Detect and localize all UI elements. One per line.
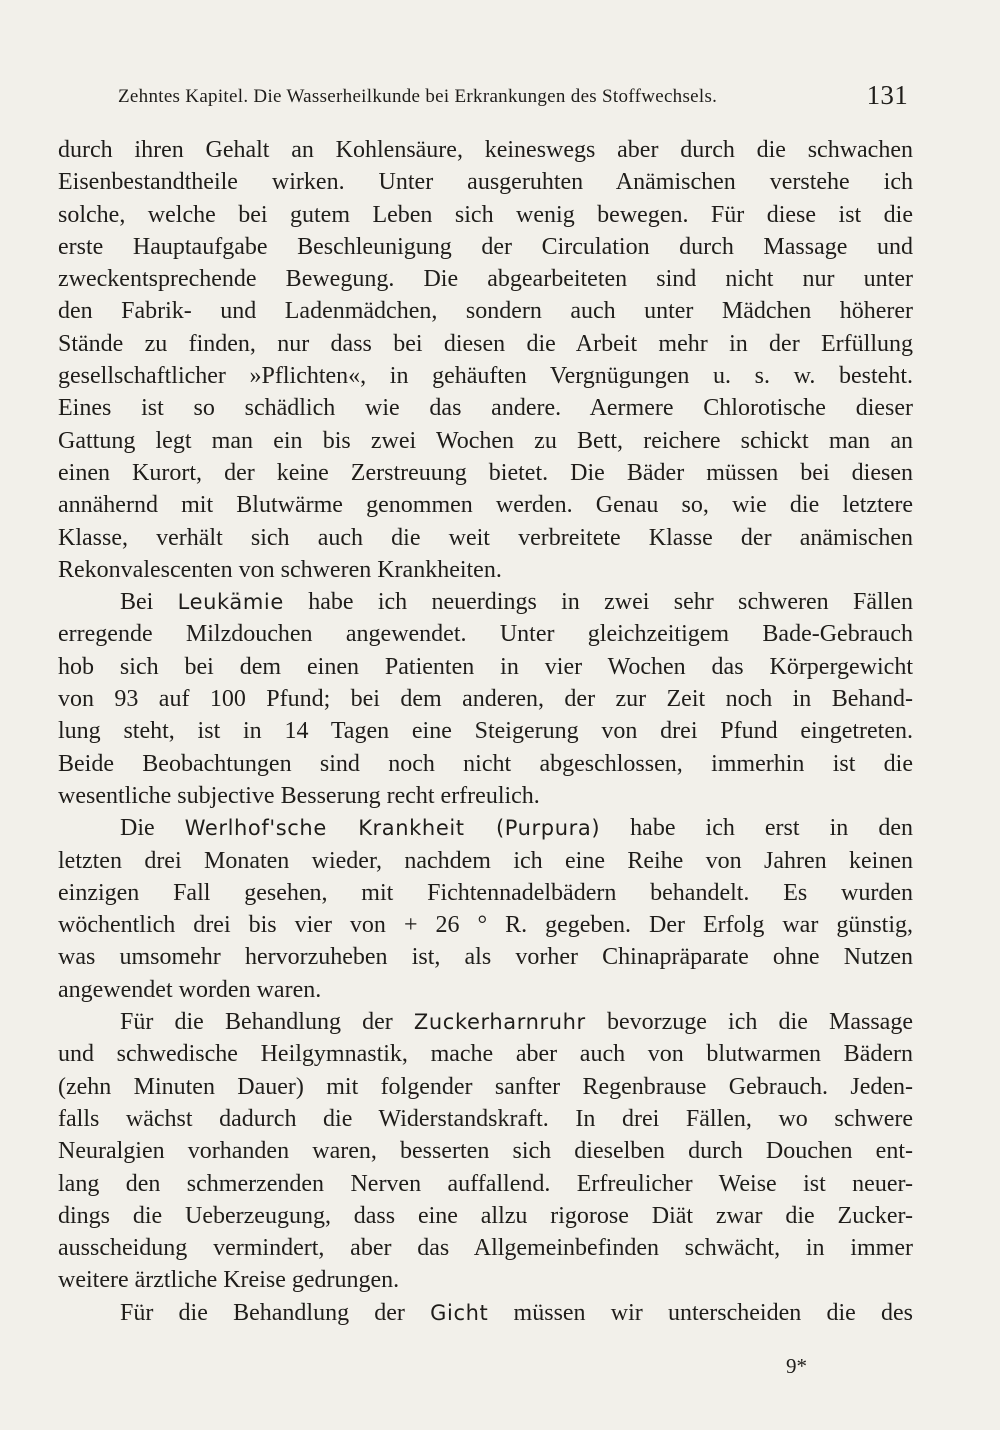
text-line (58, 1200, 913, 1232)
text-run: den Fabrik- und Ladenmädchen, sondern auch unter Mädchen höherer (58, 298, 913, 325)
text-run: habe ich erst in den (600, 815, 913, 842)
text-run: wesentliche subjective Besserung recht erfreulich. (58, 782, 540, 809)
text-run: lung steht, ist in 14 Tagen eine Steigerung von drei Pfund eingetreten. (58, 718, 913, 745)
text-line (58, 586, 913, 618)
text-run: angewendet worden waren. (58, 976, 322, 1003)
text-run: hob sich bei dem einen Patienten in vier Wochen das Körpergewicht (58, 653, 913, 680)
emphasized-term: Gicht (430, 1300, 489, 1325)
text-run: Eines ist so schädlich wie das andere. Aermere Chlorotische dieser (58, 395, 913, 422)
text-run: Eisenbestandtheile wirken. Unter ausgeruhten Anämischen verstehe ich (58, 169, 913, 196)
text-line (58, 1006, 913, 1038)
text-run: Beide Beobachtungen sind noch nicht abgeschlossen, immerhin ist die (58, 750, 913, 777)
text-line (58, 812, 913, 844)
text-line (58, 328, 913, 360)
text-line (58, 877, 913, 909)
text-line (58, 618, 913, 650)
text-run: solche, welche bei gutem Leben sich wenig bewegen. Für diese ist die (58, 201, 913, 228)
text-run: von 93 auf 100 Pfund; bei dem anderen, der zur Zeit noch in Behand- (58, 686, 913, 713)
text-line (58, 1264, 913, 1296)
text-run: annähernd mit Blutwärme genommen werden. Genau so, wie die letztere (58, 492, 913, 519)
text-line (58, 780, 913, 812)
text-run: müssen wir unterscheiden die des (488, 1299, 913, 1326)
text-line (58, 1232, 913, 1264)
text-line (58, 522, 913, 554)
text-line (58, 974, 913, 1006)
text-line (58, 683, 913, 715)
text-run: Rekonvalescenten von schweren Krankheiten. (58, 556, 502, 583)
text-run: durch ihren Gehalt an Kohlensäure, keineswegs aber durch die schwachen (58, 137, 913, 163)
text-line (58, 1103, 913, 1135)
text-line (58, 489, 913, 521)
text-line (58, 1168, 913, 1200)
text-run: Bei (120, 589, 178, 616)
text-line (58, 845, 913, 877)
emphasized-term: Leukämie (177, 590, 284, 615)
text-run: Gattung legt man ein bis zwei Wochen zu Bett, reichere schickt man an (58, 427, 913, 454)
text-run: Klasse, verhält sich auch die weit verbreitete Klasse der anämischen (58, 524, 913, 551)
text-run: und schwedische Heilgymnastik, mache aber auch von blutwarmen Bädern (58, 1041, 913, 1068)
text-line (58, 554, 913, 586)
text-run: dings die Ueberzeugung, dass eine allzu rigorose Diät zwar die Zucker- (58, 1202, 913, 1229)
text-run: Für die Behandlung der (120, 1299, 431, 1326)
text-run: (zehn Minuten Dauer) mit folgender sanfter Regenbrause Gebrauch. Jeden- (58, 1073, 913, 1100)
running-title: Zehntes Kapitel. Die Wasserheilkunde bei Erkrankungen des Stoffwechsels. (118, 86, 718, 107)
text-line (58, 715, 913, 747)
body-text (58, 134, 913, 1329)
text-run: Neuralgien vorhanden waren, besserten sich dieselben durch Douchen ent- (58, 1138, 913, 1165)
text-line (58, 457, 913, 489)
page-number: 131 (866, 80, 908, 110)
text-line (58, 295, 913, 327)
text-run: letzten drei Monaten wieder, nachdem ich eine Reihe von Jahren keinen (58, 847, 913, 874)
text-run: zweckentsprechende Bewegung. Die abgearbeiteten sind nicht nur unter (58, 266, 913, 293)
text-run: Die (120, 815, 185, 842)
text-run: Stände zu finden, nur dass bei diesen die Arbeit mehr in der Erfüllung (58, 330, 913, 357)
text-run: einzigen Fall gesehen, mit Fichtennadelbädern behandelt. Es wurden (58, 879, 913, 906)
text-run: Für die Behandlung der (120, 1009, 414, 1036)
emphasized-term: Werlhof'sche Krankheit (Purpura) (184, 816, 601, 841)
text-run: wöchentlich drei bis vier von + 26 ° R. gegeben. Der Erfolg war günstig, (58, 912, 913, 939)
text-line (58, 263, 913, 295)
text-run: erste Hauptaufgabe Beschleunigung der Circulation durch Massage und (58, 233, 913, 260)
text-line (58, 134, 913, 166)
text-line (58, 1297, 913, 1329)
text-line (58, 360, 913, 392)
text-line (58, 1135, 913, 1167)
text-line (58, 1038, 913, 1070)
text-line (58, 1071, 913, 1103)
emphasized-term: Zuckerharnruhr (413, 1010, 586, 1035)
text-run: falls wächst dadurch die Widerstandskraft. In drei Fällen, wo schwere (58, 1105, 913, 1132)
text-line (58, 231, 913, 263)
text-run: was umsomehr hervorzuheben ist, als vorher Chinapräparate ohne Nutzen (58, 944, 913, 971)
text-line (58, 392, 913, 424)
text-run: bevorzuge ich die Massage (585, 1009, 913, 1036)
text-run: ausscheidung vermindert, aber das Allgemeinbefinden schwächt, in immer (58, 1235, 913, 1262)
text-line (58, 909, 913, 941)
signature-mark: 9* (786, 1354, 807, 1378)
text-line (58, 941, 913, 973)
text-run: gesellschaftlicher »Pflichten«, in gehäuften Vergnügungen u. s. w. besteht. (58, 363, 913, 390)
text-run: weitere ärztliche Kreise gedrungen. (58, 1267, 400, 1294)
text-run: lang den schmerzenden Nerven auffallend. Erfreulicher Weise ist neuer- (58, 1170, 913, 1197)
text-line (58, 748, 913, 780)
text-line (58, 425, 913, 457)
running-head (118, 80, 908, 110)
text-line (58, 166, 913, 198)
text-run: einen Kurort, der keine Zerstreuung bietet. Die Bäder müssen bei diesen (58, 459, 913, 486)
text-line (58, 199, 913, 231)
text-run: erregende Milzdouchen angewendet. Unter gleichzeitigem Bade-Gebrauch (58, 621, 913, 648)
text-line (58, 651, 913, 683)
text-run: habe ich neuerdings in zwei sehr schweren Fällen (283, 589, 913, 616)
